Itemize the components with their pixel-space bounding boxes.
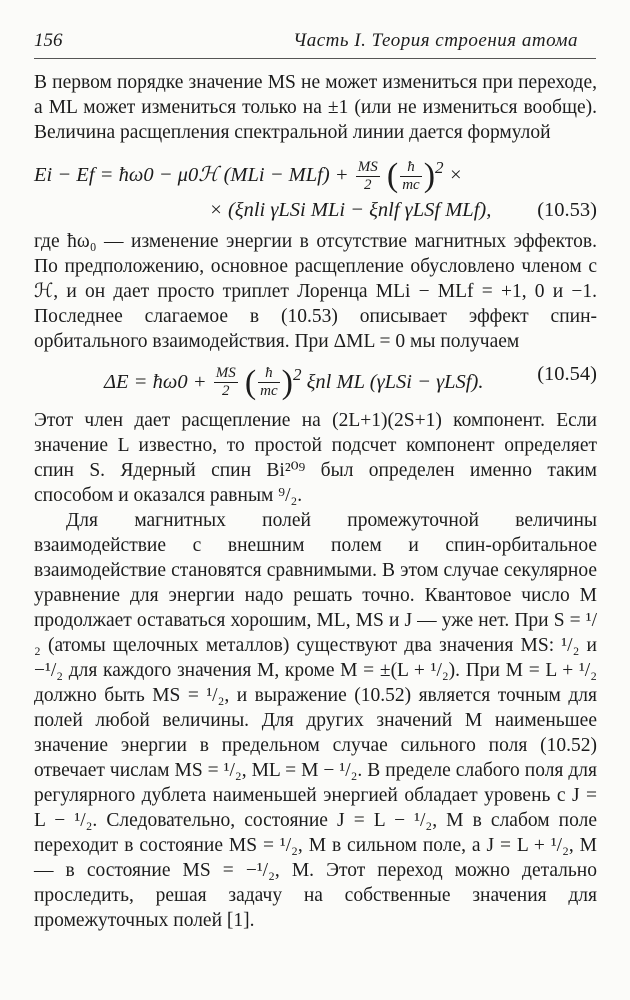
frac-numerator: MS bbox=[357, 158, 378, 175]
page-header bbox=[34, 30, 596, 54]
equation-10-53 bbox=[34, 155, 597, 223]
frac-numerator: ħ bbox=[258, 365, 280, 383]
frac-denominator: mc bbox=[402, 176, 420, 193]
frac-ms-over-2 bbox=[356, 159, 380, 194]
equation-number-10-53: (10.53) bbox=[537, 198, 597, 221]
eq-1053-rhs: × (ξnli γLSi MLi − ξnlf γLSf MLf), bbox=[209, 198, 492, 221]
running-title: Часть I. Теория строения атома bbox=[293, 30, 578, 51]
equation-10-53-line-2 bbox=[34, 198, 597, 223]
paragraph-splitting: Этот член дает расщепление на (2L+1)(2S+1) компонент. Если значение L известно, то простой подсчет компонент определяет спин S. Ядерный спин Bi²⁰⁹ был определен именно таким способом и оказался равным ⁹/₂. bbox=[34, 410, 597, 507]
equation-number-10-54: (10.54) bbox=[537, 362, 597, 385]
paragraph-where: где ħω₀ — изменение энергии в отсутствие магнитных эффектов. По предположению, основное расщепление обусловлено членом с ℋ, и он дает просто триплет Лоренца MLi − MLf = +1, 0 и −1. Последнее слагаемое в (10.53) описывает эффект спин-орбитального взаимодействия. При ΔML = 0 мы получаем bbox=[34, 230, 597, 352]
frac-numerator: MS bbox=[215, 365, 236, 382]
frac-hbar-over-mc bbox=[258, 365, 280, 400]
frac-denominator: 2 bbox=[364, 176, 372, 193]
header-rule bbox=[34, 58, 596, 59]
frac-denominator: mc bbox=[260, 383, 278, 400]
eq-1053-lhs: Ei − Ef = ħω0 − μ0ℋ (MLi − MLf) + bbox=[34, 163, 354, 186]
paragraph-intermediate-fields: Для магнитных полей промежуточной величины взаимодействие с внешним полем и спин-орбитальное взаимодействие становятся сравнимыми. В этом случае секулярное уравнение для энергии надо решать точно. Квантовое число M продолжает оставаться хорошим, ML, MS и J — уже нет. При S = ¹/₂ (атомы щелочных металлов) существуют два значения MS: ¹/₂ и −¹/₂ для каждого значения M, кроме M = ±(L + ¹/₂). При M = L + ¹/₂ должно быть MS = ¹/₂, и выражение (10.52) является точным для полей любой величины. Для других значений M наименьшее значение энергии в предельном случае сильного поля (10.52) отвечает числам MS = ¹/₂, ML = M − ¹/₂. В пределе слабого поля для регулярного дублета наименьшей энергией обладает уровень с J = L − ¹/₂. Следовательно, состояние J = L − ¹/₂, M в слабом поле переходит в состояние MS = ¹/₂, M в сильном поле, а J = L + ¹/₂, M — в состояние MS = −¹/₂, M. Этот переход можно детально проследить, решая задачу на собственные значения для промежуточных полей [1]. bbox=[34, 510, 597, 932]
paren-close: ) bbox=[423, 157, 436, 195]
paren-open: ( bbox=[244, 363, 257, 401]
paren-close: ) bbox=[281, 363, 293, 401]
frac-hbar-over-mc bbox=[400, 159, 422, 194]
eq-times: × bbox=[448, 163, 463, 186]
page-number: 156 bbox=[34, 30, 63, 51]
frac-denominator: 2 bbox=[221, 383, 230, 400]
paragraph-intro: В первом порядке значение MS не может измениться при переходе, а ML может измениться только на ±1 (или не измениться вообще). Величина расщепления спектральной линии дается формулой bbox=[34, 72, 597, 143]
equation-10-54 bbox=[34, 362, 597, 401]
eq-square: 2 bbox=[435, 158, 444, 177]
frac-ms-over-2 bbox=[214, 365, 238, 400]
eq-1054-lhs: ΔE = ħω0 + bbox=[104, 370, 212, 393]
paren-open: ( bbox=[386, 157, 399, 195]
equation-10-53-line-1 bbox=[34, 155, 597, 194]
frac-numerator: ħ bbox=[400, 159, 422, 177]
eq-1054-rhs: ξnl ML (γLSi − γLSf). bbox=[306, 370, 484, 393]
eq-square: 2 bbox=[292, 364, 302, 384]
page-body bbox=[34, 70, 597, 933]
